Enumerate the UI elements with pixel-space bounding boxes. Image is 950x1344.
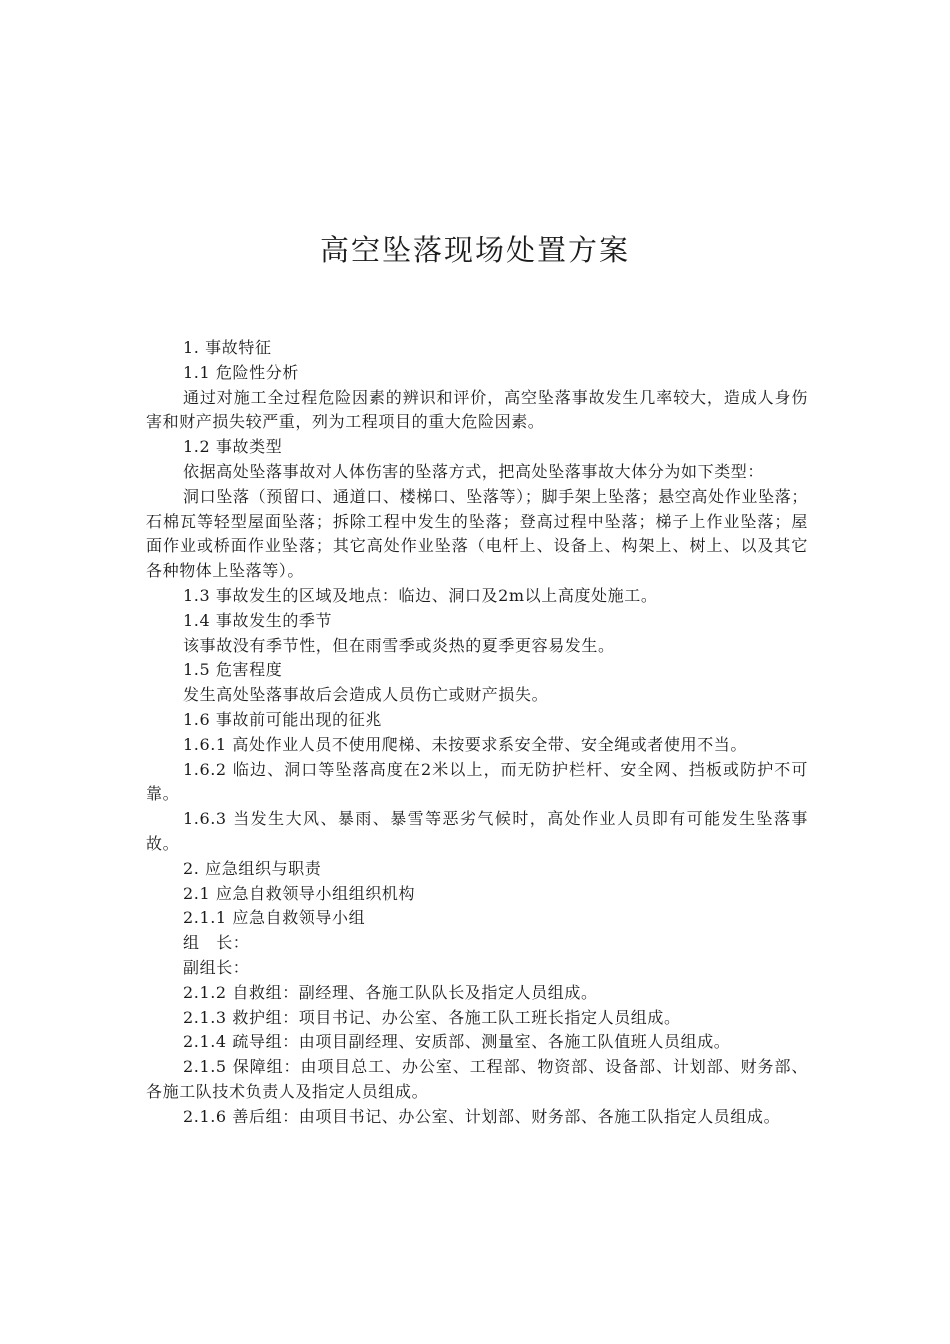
body-paragraph: 1.6.3 当发生大风、暴雨、暴雪等恶劣气候时，高处作业人员即有可能发生坠落事故。 [146, 809, 808, 853]
subsection-heading: 1.3 事故发生的区域及地点：临边、洞口及2m以上高度处施工。 [183, 585, 658, 605]
body-paragraph: 2.1.4 疏导组：由项目副经理、安质部、测量室、各施工队值班人员组成。 [183, 1032, 731, 1052]
body-paragraph: 依据高处坠落事故对人体伤害的坠落方式，把高处坠落事故大体分为如下类型： [183, 461, 765, 481]
body-paragraph: 2.1.6 善后组：由项目书记、办公室、计划部、财务部、各施工队指定人员组成。 [183, 1106, 781, 1126]
subsection-heading: 2.1 应急自救领导小组组织机构 [183, 883, 416, 903]
subsection-heading: 1.2 事故类型 [183, 437, 283, 457]
subsection-heading: 2.1.1 应急自救领导小组 [183, 908, 366, 928]
subsection-heading: 1.5 危害程度 [183, 660, 283, 680]
document-title: 高空坠落现场处置方案 [319, 233, 630, 267]
body-paragraph: 组 长： [183, 933, 250, 953]
body-paragraph: 1.6.2 临边、洞口等坠落高度在2米以上，而无防护栏杆、安全网、挡板或防护不可靠。 [146, 759, 808, 804]
body-paragraph: 通过对施工全过程危险因素的辨识和评价，高空坠落事故发生几率较大，造成人身伤害和财产损失较严重，列为工程项目的重大危险因素。 [146, 387, 808, 432]
section-heading: 1. 事故特征 [183, 338, 272, 357]
body-paragraph: 洞口坠落（预留口、通道口、楼梯口、坠落等）；脚手架上坠落；悬空高处作业坠落； 石棉瓦等轻型屋面坠落；拆除工程中发生的坠落；登高过程中坠落；梯子上作业坠落；屋面作业或桥面作业坠落；其它高处作业坠落（电杆上、设备上、构架上、树上、以及其它各种物体上坠落等）。 [146, 486, 808, 581]
body-paragraph: 发生高处坠落事故后会造成人员伤亡或财产损失。 [183, 685, 549, 705]
body-paragraph: 该事故没有季节性，但在雨雪季或炎热的夏季更容易发生。 [183, 635, 615, 655]
body-paragraph: 2.1.2 自救组：副经理、各施工队队长及指定人员组成。 [183, 982, 598, 1002]
body-paragraph: 副组长： [183, 957, 250, 977]
section-heading: 2. 应急组织与职责 [183, 858, 322, 878]
body-paragraph: 1.6.1 高处作业人员不使用爬梯、未按要求系安全带、安全绳或者使用不当。 [183, 734, 747, 754]
body-paragraph: 2.1.3 救护组：项目书记、办公室、各施工队工班长指定人员组成。 [183, 1007, 681, 1027]
subsection-heading: 1.6 事故前可能出现的征兆 [183, 709, 382, 729]
body-paragraph: 2.1.5 保障组：由项目总工、办公室、工程部、物资部、设备部、计划部、财务部、各施工队技术负责人及指定人员组成。 [146, 1057, 808, 1101]
subsection-heading: 1.1 危险性分析 [183, 362, 299, 382]
subsection-heading: 1.4 事故发生的季节 [183, 610, 333, 630]
document-body [146, 336, 808, 1130]
